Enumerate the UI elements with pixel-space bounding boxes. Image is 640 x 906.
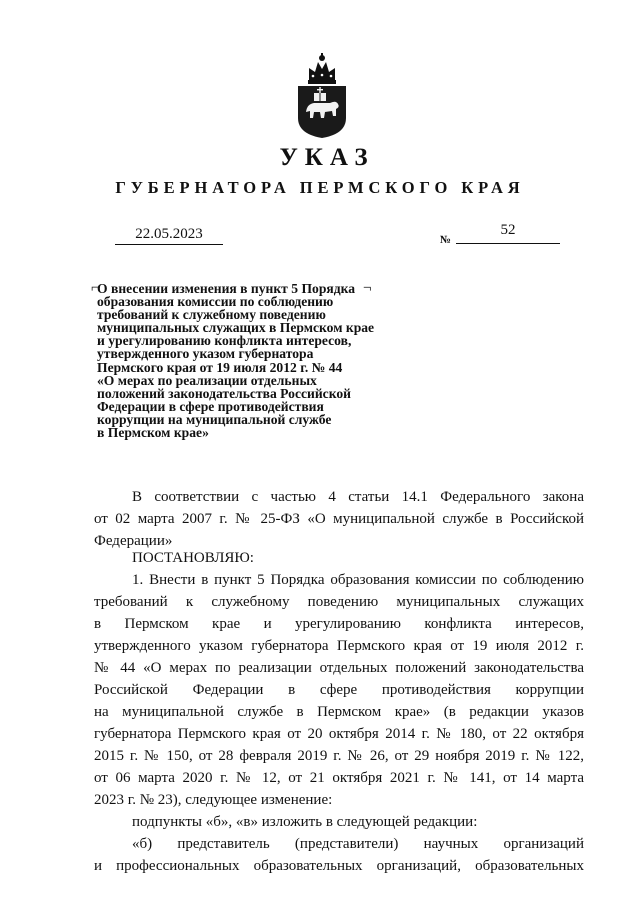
document-date: 22.05.2023: [115, 226, 223, 245]
body-line: и профессиональных образовательных организаций, образовательных: [94, 858, 584, 874]
subject-line: требований к служебному поведению: [97, 307, 326, 323]
subject-line: О внесении изменения в пункт 5 Порядка: [97, 281, 356, 296]
subject-line: коррупции на муниципальной службе: [97, 411, 332, 427]
body-line: подпункты «б», «в» изложить в следующей редакции:: [132, 814, 478, 830]
body-line: 2023 г. № 23), следующее изменение:: [94, 792, 333, 808]
subject-line: Пермского края от 19 июля 2012 г. № 44: [97, 359, 343, 375]
body-line: 1. Внести в пункт 5 Порядка образования комиссии по соблюдению: [132, 572, 584, 588]
document-number: 52: [456, 222, 560, 244]
subject-line: в Пермском крае»: [97, 425, 209, 441]
number-sign: №: [440, 234, 452, 246]
document-subject: [91, 280, 397, 441]
subject-corner-left-mark: ⌐: [91, 280, 100, 296]
subject-line: «О мерах по реализации отдельных: [97, 372, 317, 388]
document-subtitle: ГУБЕРНАТОРА ПЕРМСКОГО КРАЯ: [115, 178, 525, 197]
decree-keyword: ПОСТАНОВЛЯЮ:: [132, 550, 254, 566]
perm-krai-coat-of-arms-icon: [292, 50, 352, 140]
subject-line: муниципальных служащих в Пермском крае: [97, 320, 375, 336]
body-line: от 06 марта 2020 г. № 12, от 21 октября 2021 г. № 141, от 14 марта: [94, 770, 584, 786]
body-line: в Пермском крае и урегулированию конфликта интересов,: [94, 616, 584, 632]
body-line: от 02 марта 2007 г. № 25-ФЗ «О муниципальной службе в Российской: [94, 511, 584, 527]
body-line: на муниципальной службе в Пермском крае» (в редакции указов: [94, 704, 584, 720]
body-line: Российской Федерации в сфере противодействия коррупции: [94, 682, 584, 698]
subject-line: образования комиссии по соблюдению: [97, 294, 334, 310]
body-line: губернатора Пермского края от 20 октября 2014 г. № 180, от 22 октября: [94, 726, 584, 742]
subject-line: положений законодательства Российской: [97, 385, 351, 401]
body-line: утвержденного указом губернатора Пермского края от 19 июля 2012 г.: [94, 638, 584, 654]
subject-corner-right-mark: ¬: [363, 280, 372, 296]
subject-line: и урегулированию конфликта интересов,: [97, 333, 352, 349]
body-line: Федерации»: [94, 533, 173, 549]
body-line: 2015 г. № 150, от 28 февраля 2019 г. № 26, от 29 ноября 2019 г. № 122,: [94, 748, 584, 764]
body-line: «б) представитель (представители) научных организаций: [132, 836, 584, 852]
body-line: № 44 «О мерах по реализации отдельных положений законодательства: [94, 660, 584, 676]
body-line: В соответствии с частью 4 статьи 14.1 Федерального закона: [132, 489, 584, 505]
subject-line: Федерации в сфере противодействия: [97, 398, 324, 414]
body-line: требований к служебному поведению муниципальных служащих: [94, 594, 584, 610]
subject-line: утвержденного указом губернатора: [97, 346, 314, 362]
document-title: УКАЗ: [279, 144, 375, 171]
